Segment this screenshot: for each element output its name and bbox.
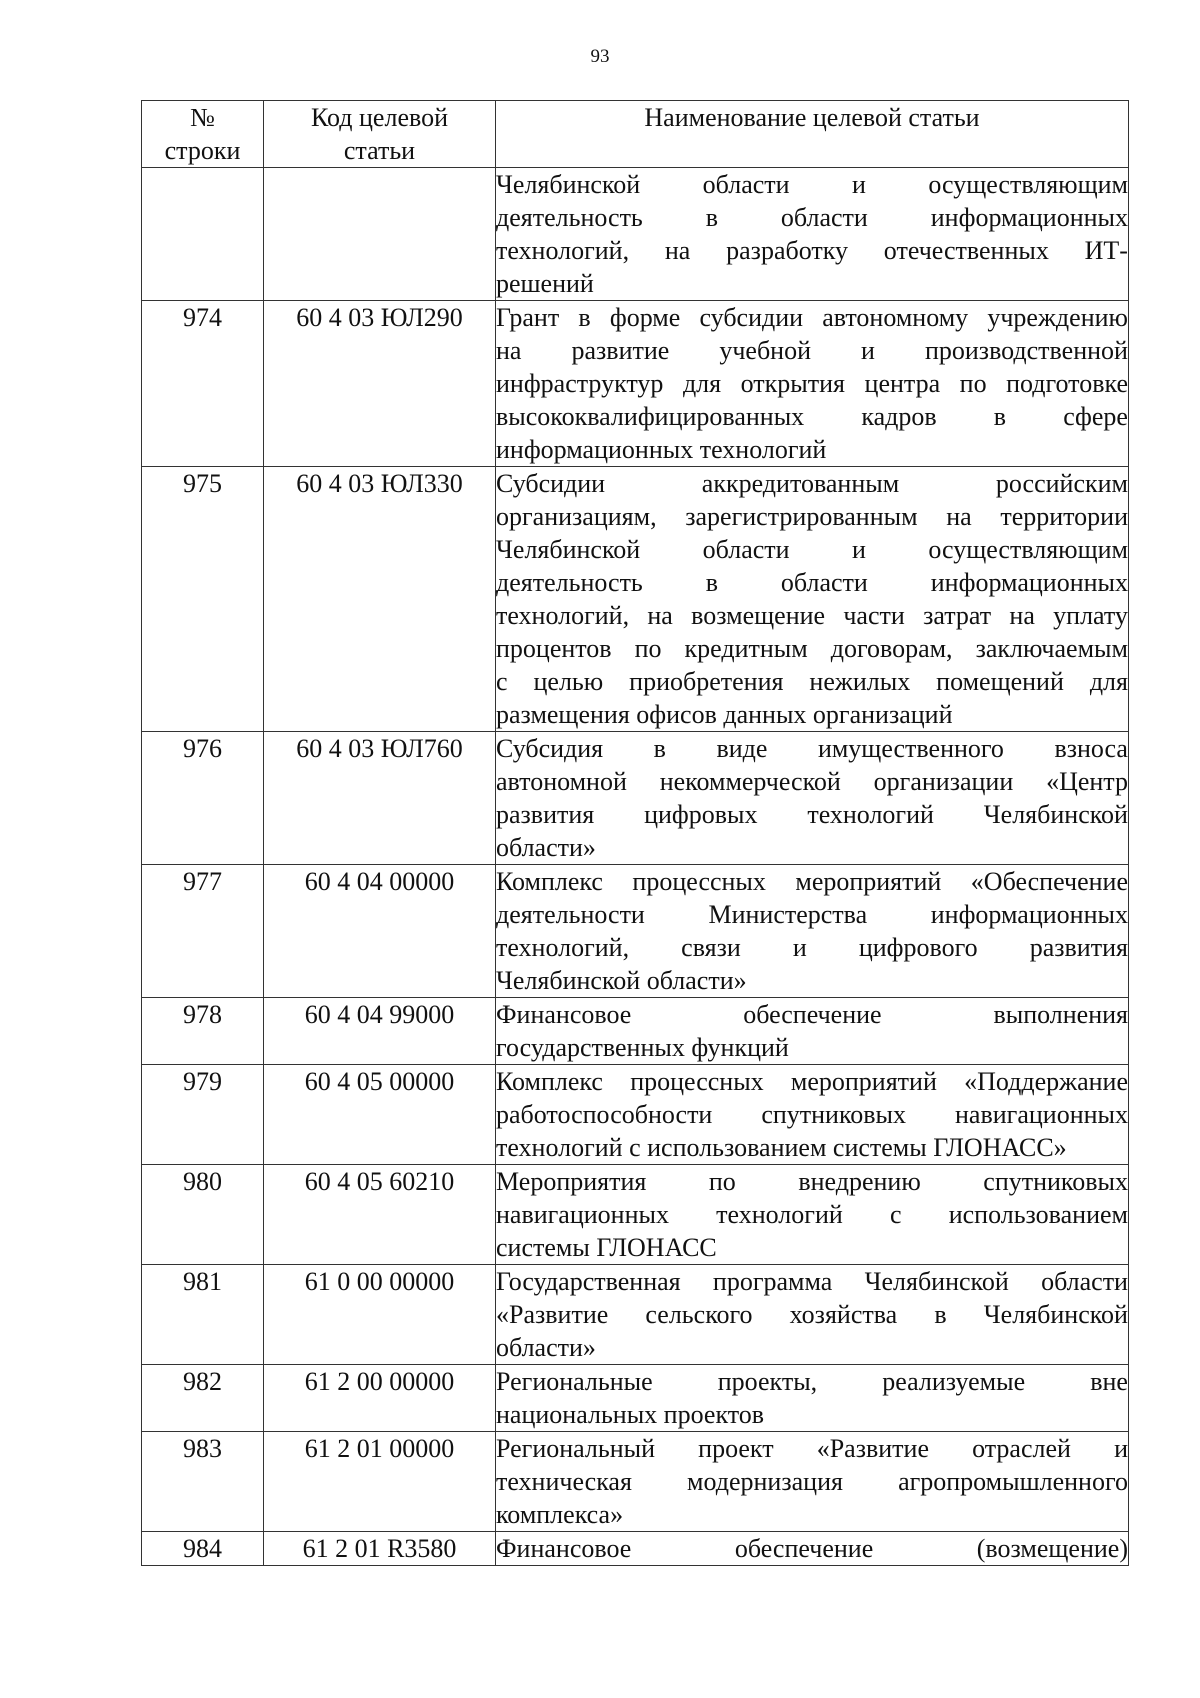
name-word: договорам, xyxy=(830,634,953,663)
name-line xyxy=(496,334,1128,367)
name-line xyxy=(496,765,1128,798)
name-line xyxy=(496,698,1128,731)
name-line xyxy=(496,1131,1128,1164)
name-word: на xyxy=(496,336,522,365)
name-line xyxy=(496,1231,1128,1264)
target-article-code: 60 4 05 00000 xyxy=(264,1065,496,1165)
name-word: технологий, xyxy=(496,933,630,962)
header-name xyxy=(496,101,1129,168)
name-word: обеспечение xyxy=(743,1000,882,1029)
name-line xyxy=(496,1331,1128,1364)
name-word: «Поддержание xyxy=(964,1067,1128,1096)
header-row-number-line-1: № xyxy=(190,103,215,132)
name-word: Региональный xyxy=(496,1434,656,1463)
name-line xyxy=(496,665,1128,698)
name-line xyxy=(496,500,1128,533)
name-word: приобретения xyxy=(629,667,784,696)
name-word: проект xyxy=(698,1434,774,1463)
name-word: процессных xyxy=(632,867,766,896)
table-row xyxy=(142,301,1129,467)
name-line xyxy=(496,599,1128,632)
name-word: «Центр xyxy=(1046,767,1128,796)
target-article-code: 60 4 04 00000 xyxy=(264,865,496,998)
name-word: информационных xyxy=(930,568,1128,597)
table-row xyxy=(142,1365,1129,1432)
name-word: спутниковых xyxy=(761,1100,907,1129)
name-line xyxy=(496,566,1128,599)
name-word: Мероприятия xyxy=(496,1167,647,1196)
name-word: в xyxy=(934,1300,947,1329)
name-word: программа xyxy=(712,1267,833,1296)
name-word: Челябинской xyxy=(983,800,1128,829)
name-line xyxy=(496,1465,1128,1498)
table-row xyxy=(142,1265,1129,1365)
target-article-code xyxy=(264,168,496,301)
name-word: сельского xyxy=(645,1300,753,1329)
name-line-text: системы ГЛОНАСС xyxy=(496,1233,717,1262)
name-line xyxy=(496,433,1128,466)
name-word: по xyxy=(708,1167,736,1196)
name-word: на xyxy=(664,236,691,265)
name-word: области xyxy=(780,203,868,232)
name-word: затрат xyxy=(923,601,992,630)
name-word: «Обеспечение xyxy=(970,867,1128,896)
header-row-number xyxy=(142,101,264,168)
name-word: и xyxy=(1114,1434,1128,1463)
name-word: части xyxy=(843,601,905,630)
table-row xyxy=(142,1432,1129,1532)
name-word: автономному xyxy=(822,303,969,332)
name-word: Региональные xyxy=(496,1367,653,1396)
name-word: субсидии xyxy=(699,303,804,332)
name-line xyxy=(496,400,1128,433)
target-article-name xyxy=(496,1165,1129,1265)
name-word: по xyxy=(634,634,662,663)
name-line xyxy=(496,732,1128,765)
name-word: отечественных xyxy=(883,236,1049,265)
target-article-code: 60 4 03 ЮЛ330 xyxy=(264,467,496,732)
name-word: Финансовое xyxy=(496,1534,632,1563)
target-article-code: 61 2 01 R3580 xyxy=(264,1532,496,1566)
name-word: для xyxy=(682,369,722,398)
name-word: навигационных xyxy=(955,1100,1128,1129)
name-word: технологий, xyxy=(496,236,630,265)
name-word: связи xyxy=(681,933,741,962)
name-line xyxy=(496,831,1128,864)
name-word: технологий xyxy=(716,1200,843,1229)
target-article-code: 60 4 04 99000 xyxy=(264,998,496,1065)
name-line xyxy=(496,998,1128,1031)
name-word: Субсидия xyxy=(496,734,604,763)
name-word: разработку xyxy=(726,236,849,265)
name-word: целью xyxy=(533,667,604,696)
name-word: Челябинской xyxy=(864,1267,1009,1296)
name-word: ИТ- xyxy=(1084,236,1128,265)
row-number: 978 xyxy=(142,998,264,1065)
name-word: агропромышленного xyxy=(898,1467,1128,1496)
name-word: и xyxy=(861,336,875,365)
row-number: 977 xyxy=(142,865,264,998)
table-header-row xyxy=(142,101,1129,168)
name-line xyxy=(496,1398,1128,1431)
name-word: Челябинской xyxy=(983,1300,1128,1329)
name-word: цифровых xyxy=(644,800,758,829)
name-word: с xyxy=(889,1200,902,1229)
name-word: зарегистрированным xyxy=(685,502,918,531)
target-article-name xyxy=(496,998,1129,1065)
name-word: кадров xyxy=(861,402,937,431)
name-word: учреждению xyxy=(987,303,1128,332)
name-word: внедрению xyxy=(798,1167,921,1196)
name-line xyxy=(496,1265,1128,1298)
name-word: нежилых xyxy=(809,667,911,696)
target-article-name xyxy=(496,865,1129,998)
name-word: Челябинской xyxy=(496,170,641,199)
name-line-text: комплекса» xyxy=(496,1500,624,1529)
name-word: Государственная xyxy=(496,1267,681,1296)
name-word: развитие xyxy=(571,336,670,365)
name-word: области xyxy=(1041,1267,1128,1296)
name-word: Комплекс xyxy=(496,867,603,896)
name-word: процессных xyxy=(630,1067,764,1096)
name-word: вне xyxy=(1090,1367,1128,1396)
row-number: 979 xyxy=(142,1065,264,1165)
name-line xyxy=(496,1298,1128,1331)
name-line xyxy=(496,533,1128,566)
table-row xyxy=(142,1532,1129,1566)
name-word: осуществляющим xyxy=(928,535,1128,564)
name-line xyxy=(496,1031,1128,1064)
target-article-name xyxy=(496,1365,1129,1432)
row-number: 983 xyxy=(142,1432,264,1532)
name-word: уплату xyxy=(1053,601,1128,630)
row-number: 974 xyxy=(142,301,264,467)
name-line-text: Челябинской области» xyxy=(496,966,747,995)
name-word: «Развитие xyxy=(496,1300,609,1329)
name-word: учебной xyxy=(719,336,812,365)
name-line xyxy=(496,865,1128,898)
name-word: для xyxy=(1089,667,1128,696)
name-word: некоммерческой xyxy=(659,767,841,796)
name-line-text: технологий с использованием системы ГЛОНАСС» xyxy=(496,1133,1067,1162)
name-line-text: области» xyxy=(496,833,596,862)
table-row xyxy=(142,998,1129,1065)
name-line xyxy=(496,1432,1128,1465)
name-word: организациям, xyxy=(496,502,657,531)
name-line xyxy=(496,1065,1128,1098)
target-article-name xyxy=(496,168,1129,301)
name-word: высококвалифицированных xyxy=(496,402,805,431)
name-word: обеспечение xyxy=(734,1534,874,1563)
name-word: российским xyxy=(995,469,1128,498)
table-row xyxy=(142,732,1129,865)
target-article-code: 60 4 05 60210 xyxy=(264,1165,496,1265)
header-name-text: Наименование целевой статьи xyxy=(644,103,980,132)
name-word: и xyxy=(792,933,807,962)
name-word: процентов xyxy=(496,634,612,663)
name-line-text: информационных технологий xyxy=(496,435,827,464)
table-row xyxy=(142,467,1129,732)
name-word: выполнения xyxy=(993,1000,1128,1029)
name-word: виде xyxy=(716,734,768,763)
header-code xyxy=(264,101,496,168)
name-line xyxy=(496,1532,1128,1565)
name-word: деятельность xyxy=(496,568,643,597)
name-word: центра xyxy=(864,369,941,398)
row-number: 976 xyxy=(142,732,264,865)
name-line xyxy=(496,1498,1128,1531)
name-word: форме xyxy=(609,303,681,332)
name-word: и xyxy=(852,535,866,564)
name-line xyxy=(496,1165,1128,1198)
name-word: технологий xyxy=(807,800,934,829)
name-word: организации xyxy=(873,767,1014,796)
name-line xyxy=(496,798,1128,831)
name-word: развития xyxy=(496,800,595,829)
name-word: информационных xyxy=(930,203,1128,232)
name-line xyxy=(496,467,1128,500)
name-word: автономной xyxy=(496,767,627,796)
row-number: 975 xyxy=(142,467,264,732)
table-row xyxy=(142,865,1129,998)
name-line-text: государственных функций xyxy=(496,1033,789,1062)
name-word: Министерства xyxy=(708,900,868,929)
name-line xyxy=(496,168,1128,201)
target-articles-table xyxy=(141,100,1129,1566)
name-word: области xyxy=(780,568,868,597)
name-word: информационных xyxy=(930,900,1128,929)
header-row-number-line-2: строки xyxy=(164,136,241,165)
name-word: Субсидии xyxy=(496,469,606,498)
name-word: работоспособности xyxy=(496,1100,713,1129)
name-word: развития xyxy=(1029,933,1128,962)
target-article-code: 60 4 03 ЮЛ760 xyxy=(264,732,496,865)
name-word: области xyxy=(702,535,790,564)
name-word: хозяйства xyxy=(789,1300,898,1329)
row-number: 981 xyxy=(142,1265,264,1365)
name-word: Челябинской xyxy=(496,535,641,564)
name-word: деятельность xyxy=(496,203,643,232)
name-line xyxy=(496,1098,1128,1131)
name-word: в xyxy=(653,734,666,763)
target-article-name xyxy=(496,301,1129,467)
name-word: возмещение xyxy=(691,601,826,630)
name-word: мероприятий xyxy=(790,1067,937,1096)
name-word: проекты, xyxy=(717,1367,818,1396)
name-word: цифрового xyxy=(858,933,978,962)
header-code-line-1: Код целевой xyxy=(310,103,448,132)
name-word: производственной xyxy=(924,336,1128,365)
table-row xyxy=(142,1165,1129,1265)
name-word: на xyxy=(946,502,972,531)
target-article-code: 61 0 00 00000 xyxy=(264,1265,496,1365)
name-word: использованием xyxy=(948,1200,1128,1229)
name-word: территории xyxy=(1000,502,1128,531)
name-line xyxy=(496,301,1128,334)
name-word: «Развитие xyxy=(816,1434,929,1463)
name-word: реализуемые xyxy=(882,1367,1026,1396)
name-word: Комплекс xyxy=(496,1067,603,1096)
name-line xyxy=(496,1198,1128,1231)
name-word: спутниковых xyxy=(983,1167,1128,1196)
name-line xyxy=(496,267,1128,300)
name-line xyxy=(496,367,1128,400)
name-word: в xyxy=(578,303,591,332)
name-line xyxy=(496,234,1128,267)
name-word: Грант xyxy=(496,303,560,332)
name-word: мероприятий xyxy=(795,867,942,896)
name-word: техническая xyxy=(496,1467,632,1496)
name-line xyxy=(496,931,1128,964)
name-word: подготовке xyxy=(1006,369,1128,398)
name-word: области xyxy=(702,170,790,199)
name-word: навигационных xyxy=(496,1200,669,1229)
name-line xyxy=(496,898,1128,931)
name-word: взноса xyxy=(1054,734,1128,763)
name-word: модернизация xyxy=(687,1467,843,1496)
name-word: деятельности xyxy=(496,900,645,929)
target-article-name xyxy=(496,1265,1129,1365)
name-word: инфраструктур xyxy=(496,369,664,398)
name-word: отраслей xyxy=(972,1434,1071,1463)
target-article-name xyxy=(496,1432,1129,1532)
name-word: в xyxy=(705,568,718,597)
name-word: по xyxy=(959,369,987,398)
name-word: и xyxy=(852,170,866,199)
row-number xyxy=(142,168,264,301)
name-line xyxy=(496,632,1128,665)
name-word: на xyxy=(1009,601,1035,630)
target-article-name xyxy=(496,732,1129,865)
name-word: осуществляющим xyxy=(928,170,1128,199)
name-word: на xyxy=(647,601,673,630)
name-word: (возмещение) xyxy=(976,1534,1128,1563)
name-line-text: размещения офисов данных организаций xyxy=(496,700,953,729)
table-row xyxy=(142,168,1129,301)
target-article-code: 61 2 00 00000 xyxy=(264,1365,496,1432)
table-body xyxy=(142,168,1129,1566)
name-word: имущественного xyxy=(817,734,1004,763)
name-word: кредитным xyxy=(684,634,808,663)
name-word: помещений xyxy=(936,667,1064,696)
target-article-name xyxy=(496,1532,1129,1566)
page-number: 93 xyxy=(590,46,610,67)
row-number: 984 xyxy=(142,1532,264,1566)
table-row xyxy=(142,1065,1129,1165)
row-number: 982 xyxy=(142,1365,264,1432)
target-article-code: 61 2 01 00000 xyxy=(264,1432,496,1532)
name-word: аккредитованным xyxy=(701,469,900,498)
name-line-text: национальных проектов xyxy=(496,1400,765,1429)
name-line xyxy=(496,201,1128,234)
name-line-text: решений xyxy=(496,269,594,298)
name-word: заключаемым xyxy=(975,634,1128,663)
name-word: в xyxy=(993,402,1007,431)
name-word: технологий, xyxy=(496,601,630,630)
row-number: 980 xyxy=(142,1165,264,1265)
name-word: сфере xyxy=(1063,402,1128,431)
name-word: открытия xyxy=(740,369,845,398)
target-article-name xyxy=(496,467,1129,732)
name-line xyxy=(496,1365,1128,1398)
name-word: с xyxy=(496,667,508,696)
name-word: Финансовое xyxy=(496,1000,632,1029)
target-article-name xyxy=(496,1065,1129,1165)
target-article-code: 60 4 03 ЮЛ290 xyxy=(264,301,496,467)
name-line xyxy=(496,964,1128,997)
header-code-line-2: статьи xyxy=(343,136,416,165)
name-word: в xyxy=(705,203,718,232)
name-line-text: области» xyxy=(496,1333,596,1362)
